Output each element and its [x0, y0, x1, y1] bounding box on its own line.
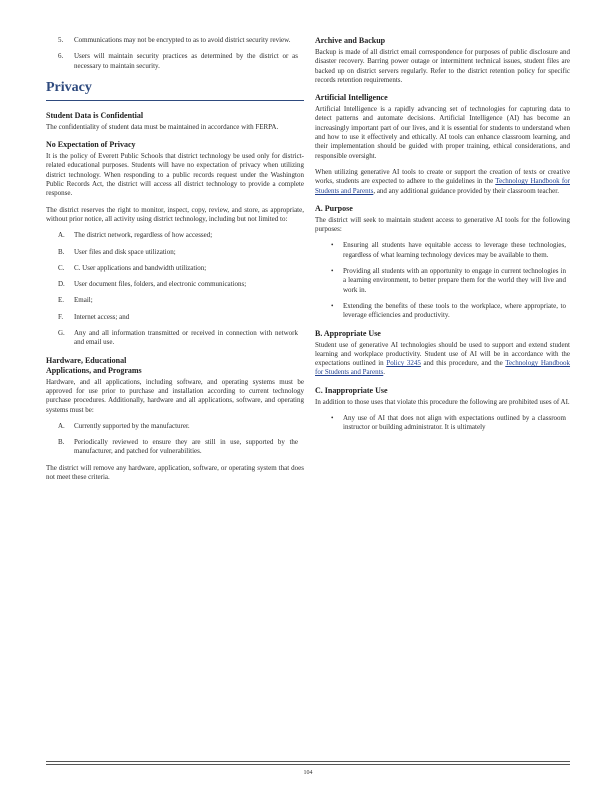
list-item-text: Extending the benefits of these tools to the workplace, where appropriate, to leverage efficiencies and productivity. — [343, 301, 566, 320]
archive-backup-heading: Archive and Backup — [315, 36, 386, 45]
student-data-heading: Student Data is Confidential — [46, 110, 144, 120]
ai-paragraph-1: Artificial Intelligence is a rapidly advancing set of technologies for capturing data to detect patterns and automate decisions. Artificial Intelligence (AI) has become an increasingly important part of our lives, and it is essential for students to understand when and how to use it effectively and ethically. AI tools can enhance classroom learning, and their implementation should be guided with proper training, ethical considerations, and responsible oversight. — [315, 105, 570, 160]
bullet-marker: • — [331, 301, 334, 310]
footer-rule — [46, 761, 570, 762]
list-item — [46, 264, 304, 273]
list-item-text: Currently supported by the manufacturer. — [74, 421, 190, 430]
purpose-heading: A. Purpose — [315, 203, 353, 213]
list-item-text: Any use of AI that does not align with expectations outlined by a classroom instructor or building administrator. It is ultimately — [343, 414, 566, 432]
list-item-text: The district network, regardless of how accessed; — [74, 231, 213, 240]
monitoring-list — [46, 231, 304, 347]
list-item-text: Ensuring all students have equitable access to leverage these technologies, regardless of what learning technology devices may be available to them. — [343, 241, 566, 259]
list-item — [46, 329, 304, 348]
list-item-text: Email; — [74, 296, 93, 305]
left-column — [46, 36, 304, 489]
list-item-text: Communications may not be encrypted to as to avoid district security review. — [74, 36, 291, 44]
list-item — [46, 313, 304, 322]
no-expectation-heading: No Expectation of Privacy — [46, 140, 136, 150]
continued-numbered-list — [46, 36, 304, 71]
list-marker: F. — [58, 312, 64, 321]
list-item — [315, 267, 570, 295]
list-marker: E. — [58, 296, 65, 305]
list-marker: C. — [58, 263, 65, 272]
appropriate-use-heading: B. Appropriate Use — [315, 328, 381, 338]
purpose-bullet-list — [315, 241, 570, 320]
appropriate-use-text-b: and this procedure, and the — [420, 359, 506, 368]
inappropriate-use-paragraph: In addition to those uses that violate this procedure the following are prohibited uses of AI. — [315, 397, 570, 406]
list-item — [315, 302, 570, 321]
ai-paragraph-2-text-b: , and any additional guidance provided by their classroom teacher. — [373, 186, 559, 195]
list-marker: B. — [58, 438, 65, 447]
policy-3245-link[interactable]: Policy 3245 — [386, 359, 421, 368]
appropriate-use-text-a: Student use of generative AI technologies should be used to support and extend student learning and workplace productivity. Student use of AI will be in accordance with the expectations outlined in — [315, 340, 570, 368]
list-item — [315, 241, 570, 260]
hardware-paragraph-1: Hardware, and all applications, including software, and operating systems must be approved for use prior to purchase and installation according to current technology purchase procedures. Additionally, hardware and all applications, software, and operating systems must be: — [46, 377, 304, 414]
bullet-marker: • — [331, 241, 334, 250]
archive-backup-paragraph: Backup is made of all district email correspondence for purposes of public disclosure and disaster recovery. Barring power outage or intermittent technical issues, student files are backed up on district servers regularly. Refer to the district retention policy for specific records retention requirements. — [315, 48, 570, 84]
technology-handbook-link-2[interactable]: Technology Handbook for Students and Parents — [315, 359, 571, 377]
hardware-paragraph-2: The district will remove any hardware, application, software, or operating system that does not meet these criteria. — [46, 463, 304, 482]
student-data-paragraph: The confidentiality of student data must be maintained in accordance with FERPA. — [46, 122, 279, 131]
list-marker: A. — [58, 421, 65, 430]
hardware-heading-line-1: Hardware, Educational — [46, 355, 127, 365]
list-item — [46, 231, 304, 240]
technology-handbook-link[interactable]: Technology Handbook for Students and Parents — [315, 177, 570, 195]
list-item-text: Periodically reviewed to ensure they are still in use, supported by the manufacturer, and patched for vulnerabilities. — [74, 438, 298, 456]
ai-paragraph-2 — [315, 168, 570, 196]
list-marker: B. — [58, 247, 65, 256]
inappropriate-use-bullet-list — [315, 414, 570, 433]
list-item — [46, 52, 304, 71]
section-divider — [46, 100, 304, 101]
list-item — [46, 296, 304, 305]
appropriate-use-text-c: . — [383, 368, 385, 377]
list-marker: 6. — [58, 52, 64, 61]
list-item — [315, 414, 570, 433]
bullet-marker: • — [331, 267, 334, 276]
no-expectation-paragraph-1: It is the policy of Everett Public Schools that district technology be used only for district-related educational purposes. Students will have no expectation of privacy when utilizing district technology. When responding to a public records request under the Washington Public Records Act, the district will access all district technology to provide a complete response. — [46, 152, 304, 198]
no-expectation-paragraph-2: The district reserves the right to monitor, inspect, copy, review, and store, as appropriate, without prior notice, all activity using district technology, including but not limited to: — [46, 205, 304, 223]
right-column — [315, 36, 570, 440]
list-item — [46, 36, 304, 45]
list-item-text: Providing all students with an opportunity to engage in current technologies in a learning environment, to better prepare them for the world they will live and work in. — [343, 267, 566, 294]
inappropriate-use-heading: C. Inappropriate Use — [315, 385, 388, 395]
page-number: 104 — [303, 770, 313, 776]
footer-rule — [46, 764, 570, 765]
list-item-text: Internet access; and — [74, 312, 130, 321]
hardware-heading-line-2: Applications, and Programs — [46, 365, 142, 375]
ai-paragraph-2-text-a: When utilizing generative AI tools to create or support the creation of texts or creative works, students are expected to adhere to the guidelines in the — [315, 167, 570, 186]
list-marker: G. — [58, 329, 65, 338]
list-item-text: User document files, folders, and electronic communications; — [74, 280, 247, 289]
list-item-text: Any and all information transmitted or received in connection with network and email use. — [74, 329, 298, 347]
list-item — [46, 248, 304, 257]
appropriate-use-paragraph — [315, 341, 570, 378]
ai-heading: Artificial Intelligence — [315, 93, 388, 103]
list-item — [46, 280, 304, 289]
privacy-section-title: Privacy — [46, 79, 92, 95]
list-item-text: C. User applications and bandwidth utilization; — [74, 263, 207, 272]
list-item-text: Users will maintain security practices as determined by the district or as necessary to maintain security. — [74, 52, 298, 70]
list-item — [46, 422, 304, 431]
list-marker: D. — [58, 280, 65, 289]
list-marker: A. — [58, 231, 65, 240]
list-item-text: User files and disk space utilization; — [74, 247, 176, 256]
hardware-list — [46, 422, 304, 457]
purpose-paragraph: The district will seek to maintain student access to generative AI tools for the following purposes: — [315, 215, 570, 234]
bullet-marker: • — [331, 414, 334, 423]
list-marker: 5. — [58, 36, 64, 44]
list-item — [46, 438, 304, 457]
